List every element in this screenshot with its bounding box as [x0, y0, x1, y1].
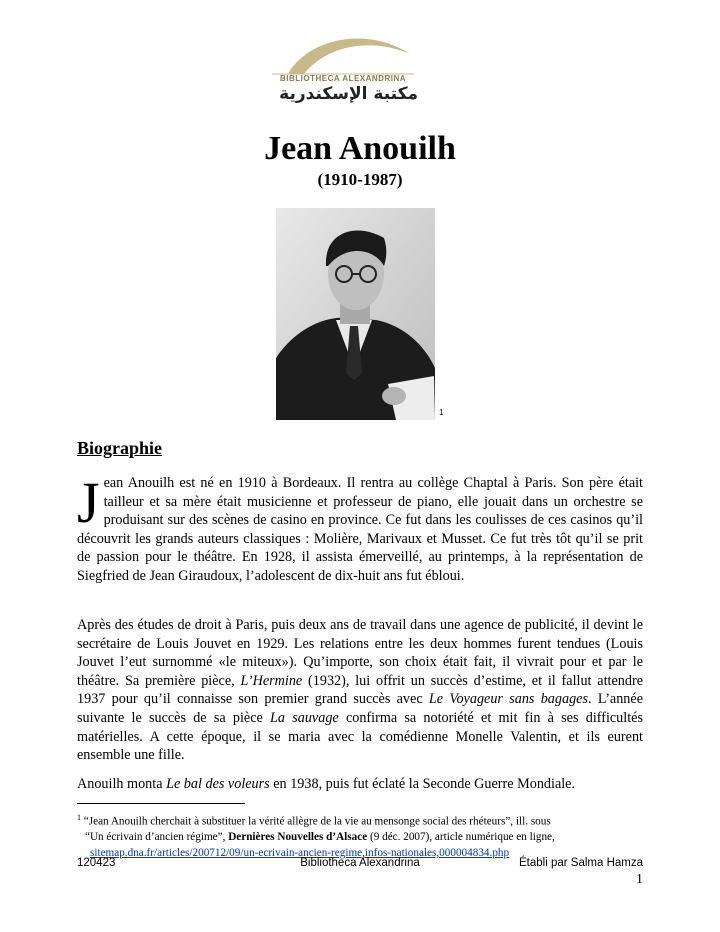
portrait-photo: [276, 208, 435, 420]
footnote-source-title: Dernières Nouvelles d’Alsace: [228, 831, 368, 844]
play-title-bal-voleurs: Le bal des voleurs: [166, 776, 270, 792]
footer-center: Bibliotheca Alexandrina: [300, 857, 420, 869]
footnote: [77, 810, 643, 861]
footnote-separator: [77, 803, 245, 804]
paragraph-3-text-b: en 1938, puis fut éclaté la Seconde Guerre Mondiale.: [269, 776, 576, 792]
section-heading-biographie: Biographie: [77, 438, 163, 458]
paragraph-1-text: ean Anouilh est né en 1910 à Bordeaux. Il rentra au collège Chaptal à Paris. Son père était tailleur et sa mère était musicienne et professeur de piano, elle jouait dans un orchestre se produisant sur des scènes de casino en province. Ce fut dans les coulisses de ces casinos qu’il découvrit les grands auteurs classiques : Molière, Marivaux et Musset. Ce fut très tôt qu’il se prit de passion pour le théâtre. En 1928, il assista émerveillé, au printemps, à la représentation de Siegfried de Jean Giraudoux, l’adolescent de dix-huit ans fut ébloui.: [77, 475, 643, 584]
photo-footnote-ref[interactable]: 1: [439, 408, 444, 417]
paragraph-2: [77, 616, 643, 765]
play-title-sauvage: La sauvage: [270, 709, 339, 726]
page-title: Jean Anouilh: [264, 130, 456, 167]
bibliotheca-alexandrina-logo: [268, 30, 418, 110]
paragraph-2-text-c: . L’année suivante le succès de sa pièce: [77, 691, 643, 726]
footnote-line-2: [77, 830, 643, 846]
paragraph-2-text-a: Après des études de droit à Paris, puis deux ans de travail dans une agence de publicité, il devint le secrétaire de Louis Jouvet en 1929. Les relations entre les deux hommes furent tendues (Louis Jouvet l’eut surnommé «le miteux»). Qu’importe, son choix était fait, il vivrait pour et par le théâtre. Sa première pièce,: [77, 617, 643, 689]
paragraph-3-text-a: Anouilh monta: [77, 776, 167, 792]
footnote-text-2c: (9 déc. 2007), article numérique en ligne,: [367, 831, 555, 844]
paragraph-3: [77, 775, 643, 794]
dropcap-letter: J: [77, 470, 100, 535]
paragraph-2-text-b: (1932), lui offrit un succès d’estime, et il fallut attendre 1937 pour qu’il connaisse son premier grand succès avec: [77, 672, 643, 708]
play-title-voyageur: Le Voyageur sans bagages: [428, 691, 589, 708]
play-title-hermine: L’Hermine: [240, 672, 303, 689]
page-number: 1: [636, 872, 643, 887]
logo-arabic-text: مكتبة الإسكندرية: [279, 84, 418, 104]
life-dates: (1910-1987): [317, 170, 403, 189]
paragraph-1: [77, 470, 643, 586]
footnote-link[interactable]: sitemap.dna.fr/articles/200712/09/un-ecrivain-ancien-regime,infos-nationales,000004834.php: [90, 846, 510, 859]
footer-left: 120423: [77, 857, 116, 869]
footnote-line-1: [77, 810, 643, 830]
footnote-text-2a: “Un écrivain d’ancien régime”,: [85, 831, 229, 844]
paragraph-2-text-d: confirma sa notoriété et mit fin à ses difficultés matérielles. A cette époque, il se maria avec la comédienne Monelle Valentin, et ils eurent ensemble une fille.: [77, 709, 643, 764]
footer-right: Établi par Salma Hamza: [519, 857, 643, 869]
footnote-text-1: “Jean Anouilh cherchait à substituer la vérité allègre de la vie au mensonge social des rhéteurs”, ill. sous: [81, 815, 551, 828]
footnote-number: 1: [77, 813, 81, 822]
logo-arc-icon: [268, 30, 418, 76]
logo-latin-text: BIBLIOTHECA ALEXANDRINA: [279, 74, 406, 83]
